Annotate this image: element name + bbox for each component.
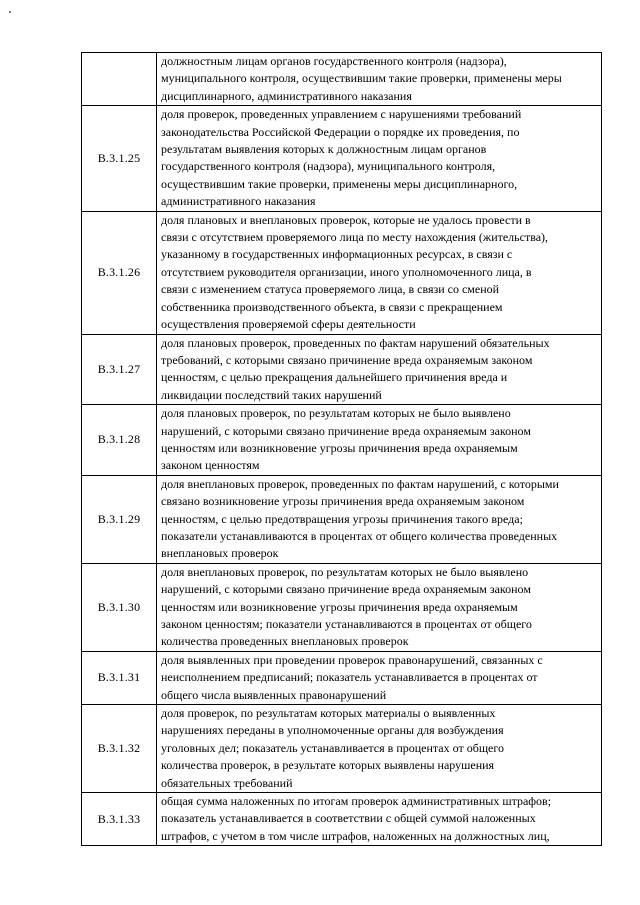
description-line: дисциплинарного, административного наказания <box>161 88 412 103</box>
indicator-code: В.3.1.27 <box>82 334 157 405</box>
table-row <box>82 334 602 405</box>
table-row <box>82 53 602 106</box>
table-row <box>82 405 602 476</box>
description-line: законом ценностям <box>161 458 260 473</box>
description-line: нарушениях переданы в уполномоченные органы для возбуждения <box>161 723 504 738</box>
description-line: связано возникновение угрозы причинения вреда охраняемым законом <box>161 494 525 509</box>
description-line: должностным лицам органов государственного контроля (надзора), <box>161 54 507 68</box>
description-line: требований, с которыми связано причинение вреда охраняемым законом <box>161 352 533 367</box>
indicator-code: В.3.1.32 <box>82 705 157 793</box>
description-line: ценностям или возникновение угрозы причинения вреда охраняемым <box>161 599 518 614</box>
description-line: осуществившим такие проверки, применены меры дисциплинарного, <box>161 176 518 191</box>
description-line: внеплановых проверок <box>161 546 279 561</box>
table-row <box>82 563 602 651</box>
indicator-description <box>157 563 602 651</box>
description-line: показатель устанавливается в соответствии с общей суммой наложенных <box>161 811 536 826</box>
table-row <box>82 793 602 846</box>
description-line: ценностям или возникновение угрозы причинения вреда охраняемым <box>161 440 518 455</box>
indicator-code: В.3.1.25 <box>82 106 157 211</box>
description-line: доля выявленных при проведении проверок правонарушений, связанных с <box>161 652 543 667</box>
description-line: доля плановых проверок, проведенных по фактам нарушений обязательных <box>161 335 550 350</box>
description-line: указанному в государственных информационных ресурсах, в связи с <box>161 247 513 262</box>
description-line: показатели устанавливаются в процентах от общего количества проведенных <box>161 528 558 543</box>
description-line: доля внеплановых проверок, проведенных по фактам нарушений, с которыми <box>161 476 559 491</box>
description-line: общего числа выявленных правонарушений <box>161 687 387 702</box>
table-row <box>82 651 602 704</box>
indicator-code: В.3.1.29 <box>82 475 157 563</box>
indicators-table <box>81 52 602 846</box>
description-line: доля плановых проверок, по результатам которых не было выявлено <box>161 406 511 421</box>
description-line: связи с изменением статуса проверяемого лица, в связи со сменой <box>161 282 500 297</box>
description-line: осуществления проверяемой сферы деятельности <box>161 317 416 332</box>
description-line: государственного контроля (надзора), муниципального контроля, <box>161 159 496 174</box>
description-line: законом ценностям; показатели устанавливаются в процентах от общего <box>161 617 532 631</box>
indicator-description <box>157 53 602 106</box>
indicator-description <box>157 651 602 704</box>
description-line: нарушений, с которыми связано причинение вреда охраняемым законом <box>161 582 531 597</box>
description-line: уголовных дел; показатель устанавливается в процентах от общего <box>161 740 505 755</box>
table-row <box>82 705 602 793</box>
indicator-code: В.3.1.33 <box>82 793 157 846</box>
indicator-description <box>157 106 602 211</box>
description-line: доля проверок, по результатам которых материалы о выявленных <box>161 706 496 721</box>
description-line: общая сумма наложенных по итогам проверок административных штрафов; <box>161 794 552 809</box>
description-line: ликвидации последствий таких нарушений <box>161 387 382 402</box>
indicator-description <box>157 793 602 846</box>
indicator-description <box>157 475 602 563</box>
description-line: ценностям, с целью прекращения дальнейшего причинения вреда и <box>161 370 508 385</box>
description-line: связи с отсутствием проверяемого лица по месту нахождения (жительства), <box>161 230 549 245</box>
indicator-code: В.3.1.28 <box>82 405 157 476</box>
description-line: административного наказания <box>161 194 316 209</box>
indicator-description <box>157 705 602 793</box>
indicator-code: В.3.1.31 <box>82 651 157 704</box>
indicator-code <box>82 53 157 106</box>
description-line: количества проверок, в результате которых выявлены нарушения <box>161 758 495 773</box>
indicators-table-body <box>82 53 602 846</box>
description-line: доля внеплановых проверок, по результатам которых не было выявлено <box>161 564 529 579</box>
description-line: неисполнением предписаний; показатель устанавливается в процентах от <box>161 670 538 685</box>
description-line: штрафов, с учетом в том числе штрафов, наложенных на должностных лиц, <box>161 828 550 843</box>
description-line: собственника производственного объекта, в связи с прекращением <box>161 299 503 314</box>
description-line: результатам выявления которых к должностным лицам органов <box>161 142 487 157</box>
scan-speck <box>9 11 11 13</box>
description-line: количества проведенных внеплановых проверок <box>161 634 409 649</box>
table-row <box>82 106 602 211</box>
description-line: нарушений, с которыми связано причинение вреда охраняемым законом <box>161 423 531 438</box>
description-line: обязательных требований <box>161 775 293 790</box>
indicator-description <box>157 405 602 476</box>
indicator-description <box>157 334 602 405</box>
description-line: муниципального контроля, осуществившим такие проверки, применены меры <box>161 71 562 86</box>
indicator-code: В.3.1.30 <box>82 563 157 651</box>
description-line: отсутствием руководителя организации, иного уполномоченного лица, в <box>161 264 532 279</box>
table-row <box>82 211 602 334</box>
description-line: доля проверок, проведенных управлением с нарушениями требований <box>161 107 522 122</box>
indicator-description <box>157 211 602 334</box>
description-line: доля плановых и внеплановых проверок, которые не удалось провести в <box>161 212 531 227</box>
table-row <box>82 475 602 563</box>
description-line: ценностям, с целью предотвращения угрозы причинения такого вреда; <box>161 511 523 526</box>
description-line: законодательства Российской Федерации о порядке их проведения, по <box>161 124 520 139</box>
indicator-code: В.3.1.26 <box>82 211 157 334</box>
